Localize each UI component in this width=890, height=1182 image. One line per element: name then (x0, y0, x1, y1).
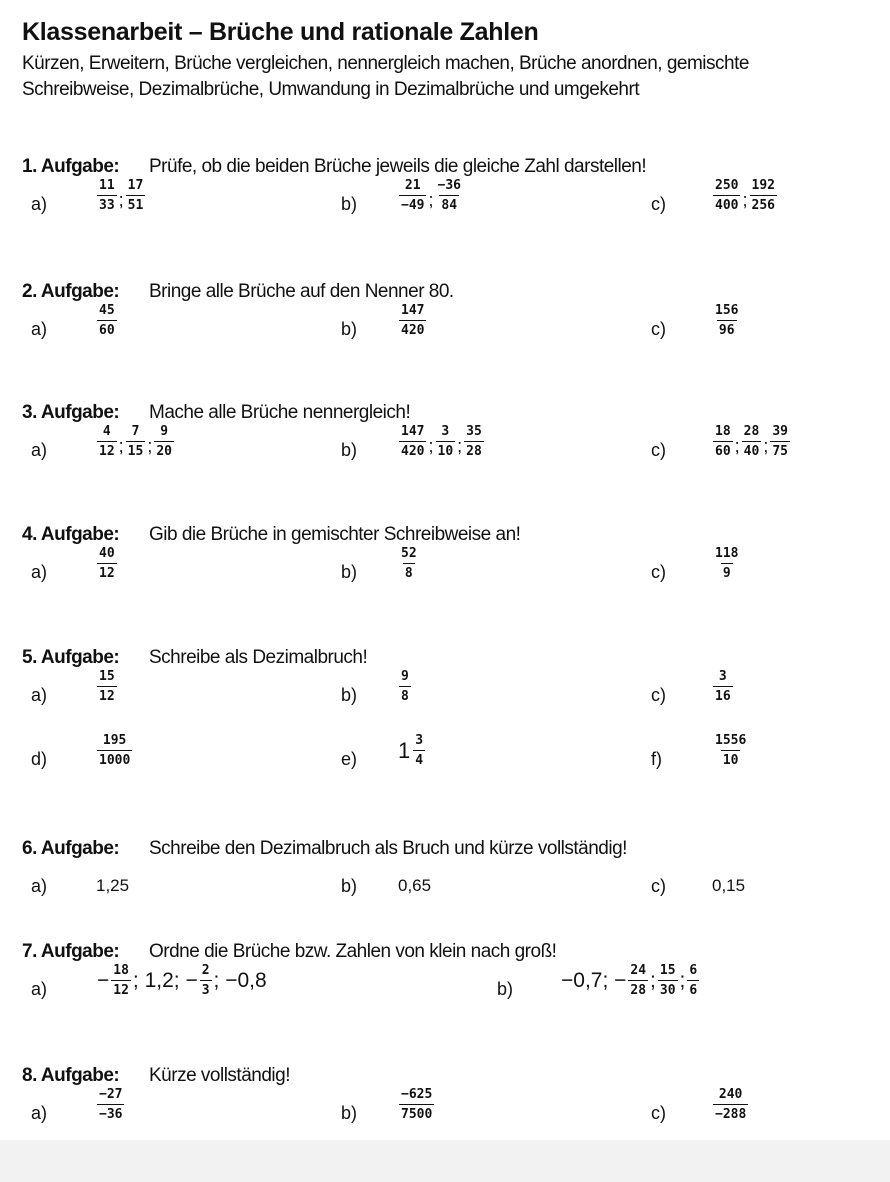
fraction-denominator: 7500 (399, 1104, 434, 1122)
fraction-separator: ; (734, 435, 740, 456)
fraction-numerator: 18 (715, 424, 731, 439)
fraction (97, 547, 117, 581)
fraction-denominator: 60 (713, 441, 733, 459)
fraction (111, 964, 131, 998)
task-heading (22, 838, 627, 860)
math-expression (712, 547, 741, 581)
fraction-denominator: 8 (403, 563, 415, 581)
math-expression (96, 425, 175, 459)
fraction-denominator: 10 (721, 750, 741, 768)
fraction-numerator: 2 (201, 963, 210, 978)
item-label: a) (31, 876, 48, 896)
fraction-numerator: 147 (401, 303, 425, 318)
fraction-numerator: −27 (99, 1087, 123, 1102)
fraction (399, 179, 426, 213)
fraction-denominator: 84 (439, 195, 459, 213)
fraction-numerator: 3 (718, 669, 727, 684)
fraction (399, 304, 426, 338)
fraction-numerator: 35 (466, 424, 482, 439)
fraction-denominator: 400 (713, 195, 740, 213)
math-expression (712, 179, 778, 213)
math-expression (96, 304, 118, 338)
task-heading (22, 524, 520, 546)
math-expression (712, 734, 749, 768)
item-label: c) (651, 1103, 666, 1123)
fraction-numerator: 11 (99, 178, 115, 193)
fraction-numerator: 15 (99, 669, 115, 684)
math-expression (96, 179, 146, 213)
math-expression (96, 547, 118, 581)
item-label: b) (341, 319, 358, 339)
task-instruction: Kürze vollständig! (149, 1065, 290, 1086)
fraction (97, 304, 117, 338)
fraction-denominator: 8 (399, 686, 411, 704)
decimal-value: 0,15 (712, 876, 746, 895)
fraction-numerator: 18 (113, 963, 129, 978)
item-label: c) (651, 194, 666, 214)
task-number: 6. Aufgabe: (22, 838, 120, 859)
fraction-numerator: 9 (401, 669, 409, 684)
fraction-denominator: 256 (750, 195, 777, 213)
fraction (399, 670, 411, 704)
item-label: a) (31, 194, 48, 214)
fraction-numerator: 45 (99, 303, 115, 318)
fraction-denominator: 51 (126, 195, 146, 213)
fraction-numerator: 21 (404, 178, 421, 193)
fraction-numerator: 3 (415, 733, 424, 748)
fraction-denominator: 96 (717, 320, 737, 338)
fraction-denominator: 12 (97, 563, 117, 581)
fraction-denominator: 12 (97, 441, 117, 459)
fraction-denominator: 4 (413, 750, 425, 768)
math-expression (398, 547, 420, 581)
task-instruction: Bringe alle Brüche auf den Nenner 80. (149, 281, 454, 302)
task-heading (22, 647, 367, 669)
decimal-value: 1,25 (96, 876, 130, 895)
item-label: c) (651, 440, 666, 460)
fraction-numerator: 147 (401, 424, 425, 439)
task-number: 4. Aufgabe: (22, 524, 120, 545)
fraction-denominator: 20 (154, 441, 174, 459)
item-label: b) (341, 876, 358, 896)
fraction (713, 1088, 748, 1122)
fraction-denominator: −49 (399, 195, 426, 213)
fraction-numerator: 17 (127, 178, 144, 193)
fraction (399, 1088, 434, 1122)
task-instruction: Ordne die Brüche bzw. Zahlen von klein nach groß! (149, 941, 557, 962)
fraction-numerator: 118 (715, 546, 739, 561)
fraction (464, 425, 484, 459)
decimal-value: 0,65 (398, 876, 432, 895)
math-expression (398, 670, 412, 704)
item-label: a) (31, 319, 48, 339)
fraction-numerator: 156 (715, 303, 739, 318)
task-instruction: Prüfe, ob die beiden Brüche jeweils die gleiche Zahl darstellen! (149, 156, 647, 177)
item-label: b) (341, 1103, 358, 1123)
fraction-numerator: 3 (441, 424, 450, 439)
task-heading (22, 402, 410, 424)
fraction-denominator: 6 (687, 980, 699, 998)
task-heading (22, 156, 646, 178)
fraction-numerator: 4 (102, 424, 111, 439)
fraction-denominator: 420 (399, 320, 426, 338)
item-label: c) (651, 562, 666, 582)
fraction-numerator: 250 (715, 178, 739, 193)
fraction-separator: ; (457, 435, 463, 456)
fraction (97, 670, 117, 704)
expression-text: ; (679, 969, 686, 992)
math-expression (398, 179, 464, 213)
fraction (200, 964, 212, 998)
item-label: e) (341, 749, 358, 769)
math-expression (96, 964, 268, 998)
item-label: b) (341, 562, 358, 582)
fraction-denominator: 16 (713, 686, 733, 704)
math-expression (96, 670, 118, 704)
fraction-numerator: 7 (131, 424, 140, 439)
fraction-denominator: −288 (713, 1104, 748, 1122)
fraction (413, 734, 425, 768)
item-label: b) (341, 194, 358, 214)
fraction (399, 425, 426, 459)
fraction (126, 425, 146, 459)
fraction (399, 547, 419, 581)
fraction-separator: ; (742, 189, 748, 210)
fraction-denominator: 3 (200, 980, 212, 998)
math-expression (398, 1088, 435, 1122)
item-label: a) (31, 979, 48, 999)
task-instruction: Schreibe als Dezimalbruch! (149, 647, 368, 668)
fraction-numerator: 39 (772, 424, 788, 439)
fraction-numerator: 240 (718, 1087, 743, 1102)
fraction-numerator: 40 (99, 546, 115, 561)
fraction (713, 734, 748, 768)
math-expression (712, 670, 734, 704)
math-expression (560, 964, 700, 998)
fraction-numerator: 6 (689, 963, 698, 978)
fraction-denominator: 15 (126, 441, 146, 459)
fraction (713, 547, 740, 581)
fraction-denominator: 60 (97, 320, 117, 338)
fraction (713, 425, 733, 459)
item-label: f) (651, 749, 662, 769)
fraction (97, 1088, 124, 1122)
fraction (713, 304, 740, 338)
expression-text: ; (650, 969, 656, 992)
item-label: c) (651, 685, 666, 705)
fraction-numerator: −625 (401, 1087, 433, 1102)
fraction-separator: ; (428, 435, 434, 456)
fraction-denominator: 28 (628, 980, 648, 998)
fraction-denominator: 40 (742, 441, 762, 459)
item-label: b) (341, 440, 358, 460)
subtitle-line-1: Kürzen, Erweitern, Brüche vergleichen, nennergleich machen, Brüche anordnen, gemischte (22, 53, 749, 74)
item-label: a) (31, 440, 48, 460)
fraction (750, 179, 777, 213)
fraction-separator: ; (763, 435, 769, 456)
task-number: 1. Aufgabe: (22, 156, 120, 177)
math-expression (398, 734, 426, 768)
fraction-numerator: 24 (630, 963, 647, 978)
fraction-denominator: 12 (97, 686, 117, 704)
fraction-numerator: 52 (401, 546, 417, 561)
item-label: d) (31, 749, 48, 769)
item-label: a) (31, 685, 48, 705)
fraction (436, 179, 463, 213)
task-number: 2. Aufgabe: (22, 281, 120, 302)
task-instruction: Schreibe den Dezimalbruch als Bruch und kürze vollständig! (149, 838, 627, 859)
fraction (713, 179, 740, 213)
math-expression (712, 425, 791, 459)
fraction-denominator: −36 (97, 1104, 124, 1122)
fraction-numerator: −36 (437, 178, 461, 193)
worksheet-title: Klassenarbeit – Brüche und rationale Zahlen (22, 18, 539, 46)
math-expression (96, 1088, 125, 1122)
mixed-number-whole: 1 (398, 738, 411, 763)
fraction-denominator: 33 (97, 195, 117, 213)
fraction (687, 964, 699, 998)
fraction-denominator: 420 (399, 441, 426, 459)
task-heading (22, 281, 454, 303)
math-expression (712, 1088, 749, 1122)
fraction-numerator: 192 (751, 178, 775, 193)
fraction (97, 734, 132, 768)
fraction-denominator: 10 (436, 441, 456, 459)
fraction-denominator: 30 (658, 980, 678, 998)
fraction (97, 179, 117, 213)
expression-text: ; 1,2; − (132, 969, 198, 992)
fraction-denominator: 9 (721, 563, 733, 581)
fraction (770, 425, 790, 459)
item-label: c) (651, 876, 666, 896)
fraction-numerator: 15 (659, 963, 676, 978)
fraction-denominator: 12 (111, 980, 131, 998)
task-heading (22, 1065, 290, 1087)
math-expression (712, 304, 741, 338)
item-label: a) (31, 1103, 48, 1123)
fraction-separator: ; (428, 189, 434, 210)
page-bottom-band (0, 1140, 890, 1182)
fraction-separator: ; (118, 435, 124, 456)
fraction (628, 964, 648, 998)
expression-text: − (97, 969, 110, 992)
fraction (713, 670, 733, 704)
task-number: 3. Aufgabe: (22, 402, 120, 423)
item-label: b) (497, 979, 514, 999)
fraction-separator: ; (118, 189, 124, 210)
fraction-separator: ; (147, 435, 153, 456)
task-number: 5. Aufgabe: (22, 647, 120, 668)
fraction (154, 425, 174, 459)
fraction-numerator: 9 (160, 424, 169, 439)
fraction-denominator: 1000 (97, 750, 132, 768)
fraction (436, 425, 456, 459)
math-expression (398, 304, 427, 338)
expression-text: ; −0,8 (213, 969, 267, 992)
task-number: 8. Aufgabe: (22, 1065, 120, 1086)
fraction-numerator: 1556 (715, 733, 747, 748)
fraction-denominator: 28 (464, 441, 484, 459)
expression-text: −0,7; − (561, 969, 627, 992)
item-label: a) (31, 562, 48, 582)
fraction (126, 179, 146, 213)
math-expression (96, 734, 133, 768)
math-expression (398, 425, 485, 459)
fraction (658, 964, 678, 998)
subtitle-line-2: Schreibweise, Dezimalbrüche, Umwandung in Dezimalbrüche und umgekehrt (22, 79, 640, 100)
fraction-numerator: 28 (743, 424, 760, 439)
task-number: 7. Aufgabe: (22, 941, 120, 962)
task-instruction: Gib die Brüche in gemischter Schreibweise an! (149, 524, 521, 545)
item-label: b) (341, 685, 358, 705)
fraction (742, 425, 762, 459)
fraction (97, 425, 117, 459)
item-label: c) (651, 319, 666, 339)
fraction-numerator: 195 (102, 733, 127, 748)
task-heading (22, 941, 556, 963)
task-instruction: Mache alle Brüche nennergleich! (149, 402, 411, 423)
fraction-denominator: 75 (770, 441, 790, 459)
